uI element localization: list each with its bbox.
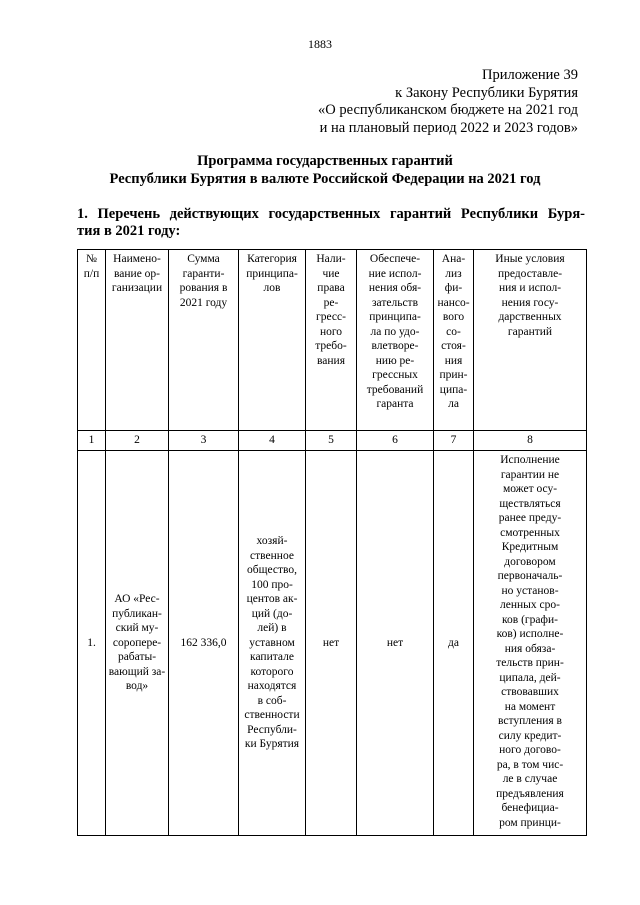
header-cell-number: № п/п (78, 250, 106, 431)
column-number-cell: 4 (239, 431, 306, 451)
guarantees-table (77, 249, 587, 836)
table-header-row (78, 250, 587, 431)
security-cell: нет (357, 451, 434, 836)
appendix-line: к Закону Республики Бурятия (395, 84, 578, 101)
section-heading-line: 1. Перечень действующих государственных гарантий Республики Буря- (77, 206, 585, 222)
category-cell: хозяй- ственное общество, 100 про- центов ак- ций (до- лей) в уставном капитале которого находятся в соб- ственности Республи- ки Бурятия (239, 451, 306, 836)
document-title-line: Программа государственных гарантий (197, 153, 453, 169)
appendix-line: «О республиканском бюджете на 2021 год (318, 102, 578, 118)
document-title-line: Республики Бурятия в валюте Российской Федерации на 2021 год (109, 171, 541, 187)
appendix-block (318, 67, 578, 137)
header-cell-organization: Наимено- вание ор- ганизации (106, 250, 169, 431)
table-row (78, 451, 587, 836)
column-number-cell: 2 (106, 431, 169, 451)
header-cell-category: Категория принципа- лов (239, 250, 306, 431)
header-cell-security: Обеспече- ние испол- нения обя- зательств принципа- ла по удо- влетворе- нию ре- грессных требований гаранта (357, 250, 434, 431)
regress-right-cell: нет (306, 451, 357, 836)
header-cell-other-conditions: Иные условия предоставле- ния и испол- нения госу- дарственных гарантий (474, 250, 587, 431)
section-heading-line: тия в 2021 году: (77, 223, 181, 239)
header-cell-regress-right: Нали- чие права ре- гресс- ного требо- вания (306, 250, 357, 431)
row-number-cell: 1. (78, 451, 106, 836)
appendix-line: и на плановый период 2022 и 2023 годов» (319, 119, 578, 136)
section-heading (77, 206, 585, 240)
header-cell-analysis: Ана- лиз фи- нансо- вого со- стоя- ния прин- ципа- ла (434, 250, 474, 431)
column-number-cell: 8 (474, 431, 587, 451)
header-cell-amount: Сумма гаранти- рования в 2021 году (169, 250, 239, 431)
organization-cell: АО «Рес- публикан- ский му- соропере- рабаты- вающий за- вод» (106, 451, 169, 836)
other-conditions-cell: Исполнение гарантии не может осу- ществляться ранее преду- смотренных Кредитным договором первоначаль- но установ- ленных сро- ков (графи- ков) исполне- ния обяза- тельств прин- ципала, дей- ствовавших на момент вступления в силу кредит- ного догово- ра, в том чис- ле в случае предъявления бенефициа- ром принци- (474, 451, 587, 836)
appendix-line: Приложение 39 (482, 67, 578, 83)
column-number-cell: 3 (169, 431, 239, 451)
column-number-cell: 1 (78, 431, 106, 451)
amount-cell: 162 336,0 (169, 451, 239, 836)
document-title (60, 152, 590, 188)
analysis-cell: да (434, 451, 474, 836)
page-number: 1883 (308, 37, 332, 51)
column-number-cell: 5 (306, 431, 357, 451)
column-number-row (78, 431, 587, 451)
column-number-cell: 6 (357, 431, 434, 451)
column-number-cell: 7 (434, 431, 474, 451)
